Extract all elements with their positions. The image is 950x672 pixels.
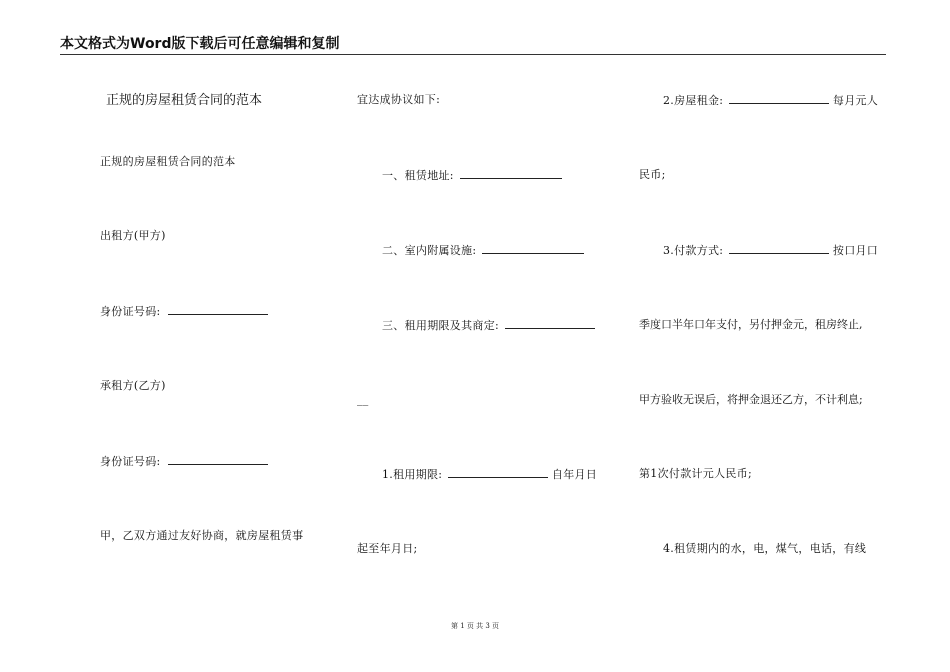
term-blank xyxy=(505,318,595,329)
page-footer: 第 1 页 共 3 页 xyxy=(450,622,500,630)
facilities-blank xyxy=(482,243,584,254)
payment-label: 3.付款方式: xyxy=(663,244,724,257)
period-label: 1.租用期限: xyxy=(382,468,443,481)
rent-blank xyxy=(729,93,829,104)
agreement-text: 甲，乙双方通过友好协商，就房屋租赁事 xyxy=(100,529,304,542)
payment-detail-2: 甲方验收无误后，将押金退还乙方，不计利息; xyxy=(639,393,863,406)
lessor-id-blank xyxy=(168,304,268,315)
rent-label: 2.房屋租金: xyxy=(663,94,724,107)
period-end: 起至年月日; xyxy=(357,542,418,555)
period-suffix: 自年月日 xyxy=(551,468,598,481)
column-1 xyxy=(100,0,340,672)
lessor-id-label: 身份证号码: xyxy=(100,305,161,318)
payment-suffix: 按口月口 xyxy=(832,244,879,257)
lessee-id-blank xyxy=(168,454,268,465)
lessee-label: 承租方(乙方) xyxy=(100,379,166,392)
lessee-id-line xyxy=(100,454,268,469)
column-3 xyxy=(639,0,889,672)
intro-text: 宜达成协议如下: xyxy=(357,93,441,106)
document-subtitle: 正规的房屋租赁合同的范本 xyxy=(100,155,236,168)
facilities-label: 二、室内附属设施: xyxy=(382,244,477,257)
period-line xyxy=(382,467,597,482)
rent-suffix: 每月元人 xyxy=(832,94,879,107)
rent-line xyxy=(663,93,878,108)
address-blank xyxy=(460,168,562,179)
payment-blank xyxy=(729,243,829,254)
document-title: 正规的房屋租赁合同的范本 xyxy=(106,93,263,108)
first-payment-text: 第1次付款计元人民币; xyxy=(639,467,753,480)
payment-line xyxy=(663,243,878,258)
period-blank xyxy=(448,467,548,478)
facilities-line xyxy=(382,243,584,258)
header-text: 本文格式为Word版下载后可任意编辑和复制 xyxy=(60,36,340,52)
lessor-label: 出租方(甲方) xyxy=(100,229,166,242)
payment-detail-1: 季度口半年口年支付，另付押金元，租房终止, xyxy=(639,318,863,331)
utilities-text: 4.租赁期内的水，电，煤气，电话，有线 xyxy=(663,542,867,555)
term-line xyxy=(382,318,595,333)
address-label: 一、租赁地址: xyxy=(382,169,454,182)
currency-text: 民币; xyxy=(639,168,666,181)
address-line xyxy=(382,168,562,183)
term-label: 三、租用期限及其商定: xyxy=(382,319,500,332)
dash-line: __ xyxy=(357,393,369,406)
lessee-id-label: 身份证号码: xyxy=(100,455,161,468)
column-2 xyxy=(357,0,619,672)
lessor-id-line xyxy=(100,304,268,319)
